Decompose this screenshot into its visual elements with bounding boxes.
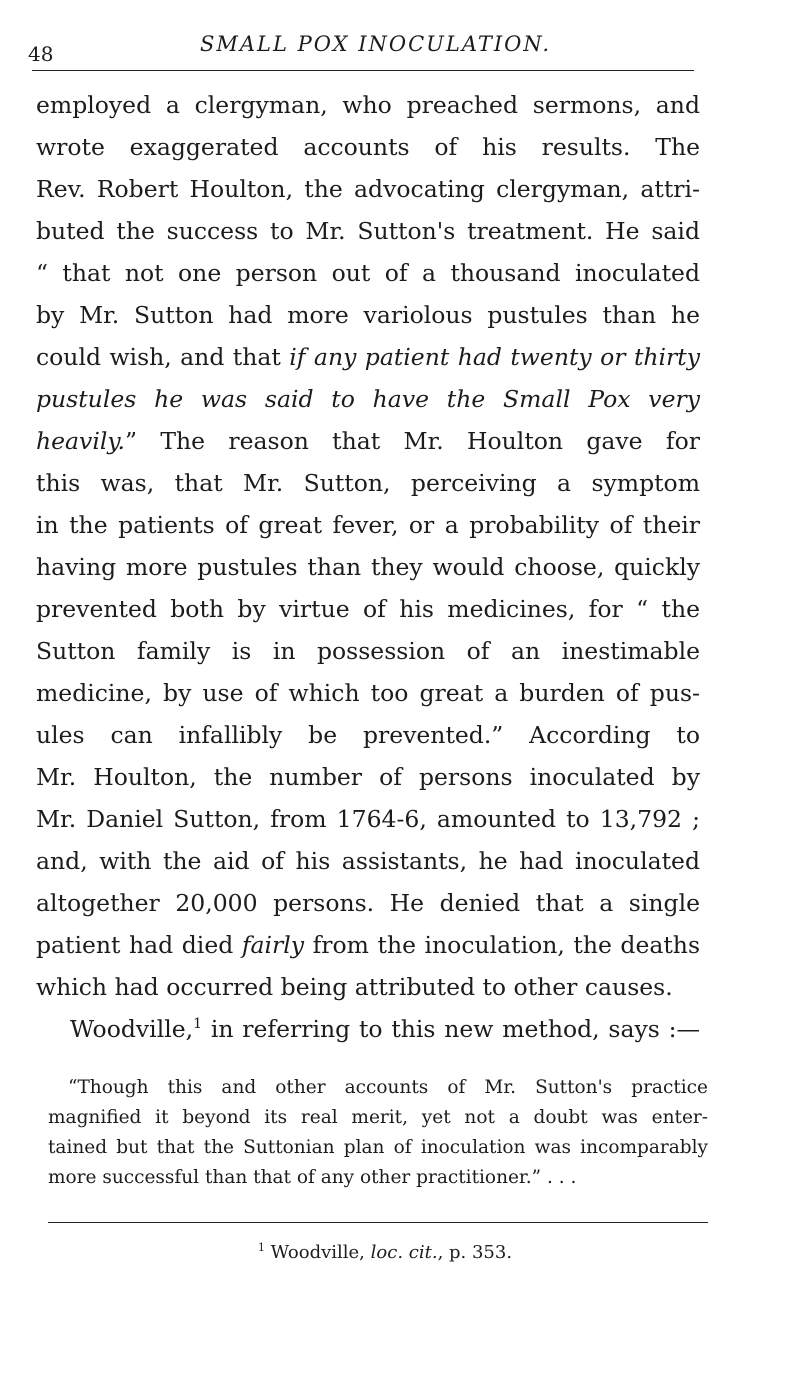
italic-text: fairly bbox=[241, 931, 305, 959]
body-line: altogether 20,000 persons. He denied that a single bbox=[36, 889, 700, 917]
body-line: which had occurred being attributed to other causes. bbox=[36, 973, 673, 1001]
italic-text: pustules he was said to have the Small Pox very bbox=[36, 385, 700, 413]
body-line: Sutton family is in possession of an inestimable bbox=[36, 637, 700, 665]
footnote-ref: loc. cit. bbox=[370, 1242, 438, 1263]
body-line: wrote exaggerated accounts of his results. The bbox=[36, 133, 700, 161]
header-rule bbox=[32, 70, 694, 71]
body-line: “ that not one person out of a thousand inoculated bbox=[36, 259, 700, 287]
footnote bbox=[258, 1240, 512, 1266]
quote-line: more successful than that of any other practitioner.” . . . bbox=[48, 1167, 577, 1188]
footnote-author: Woodville, bbox=[270, 1242, 365, 1263]
body-line: Woodville,$^1$ in referring to this new method, says :— bbox=[70, 1015, 700, 1043]
body-line bbox=[36, 378, 700, 420]
body-line: Mr. Houlton, the number of persons inoculated by bbox=[36, 763, 700, 791]
quote-line: tained but that the Suttonian plan of inoculation was incomparably bbox=[48, 1137, 708, 1158]
body-line: could wish, and that if any patient had twenty or thirty bbox=[36, 343, 700, 371]
page-number: 48 bbox=[28, 42, 54, 66]
quote-line: magnified it beyond its real merit, yet not a doubt was enter- bbox=[48, 1107, 708, 1128]
footnote-marker: 1 bbox=[193, 1016, 203, 1033]
body-line: employed a clergyman, who preached sermons, and bbox=[36, 91, 700, 119]
italic-text: heavily. bbox=[36, 427, 125, 455]
body-line: ules can infallibly be prevented.” According to bbox=[36, 721, 700, 749]
body-line: this was, that Mr. Sutton, perceiving a symptom bbox=[36, 469, 700, 497]
italic-text: if any patient had twenty or thirty bbox=[289, 343, 700, 371]
body-line: Rev. Robert Houlton, the advocating clergyman, attri- bbox=[36, 175, 700, 203]
quote-line: “Though this and other accounts of Mr. Sutton's practice bbox=[68, 1077, 708, 1098]
body-line: heavily.” The reason that Mr. Houlton gave for bbox=[36, 427, 700, 455]
body-line: medicine, by use of which too great a burden of pus- bbox=[36, 679, 700, 707]
body-line: Mr. Daniel Sutton, from 1764-6, amounted to 13,792 ; bbox=[36, 805, 700, 833]
block-quote bbox=[48, 1073, 708, 1193]
footnote-rule bbox=[48, 1222, 708, 1223]
body-line: having more pustules than they would choose, quickly bbox=[36, 553, 700, 581]
running-title: SMALL POX INOCULATION. bbox=[200, 32, 552, 56]
footnote-marker: 1 bbox=[258, 1241, 265, 1254]
body-line: patient had died fairly from the inoculation, the deaths bbox=[36, 931, 701, 959]
body-text bbox=[36, 84, 700, 1050]
body-line: by Mr. Sutton had more variolous pustules than he bbox=[36, 301, 700, 329]
body-line: prevented both by virtue of his medicines, for “ the bbox=[36, 595, 700, 623]
footnote-page: , p. 353. bbox=[437, 1242, 513, 1263]
body-line: buted the success to Mr. Sutton's treatment. He said bbox=[36, 217, 700, 245]
body-line: and, with the aid of his assistants, he had inoculated bbox=[36, 847, 700, 875]
body-line: in the patients of great fever, or a probability of their bbox=[36, 511, 700, 539]
